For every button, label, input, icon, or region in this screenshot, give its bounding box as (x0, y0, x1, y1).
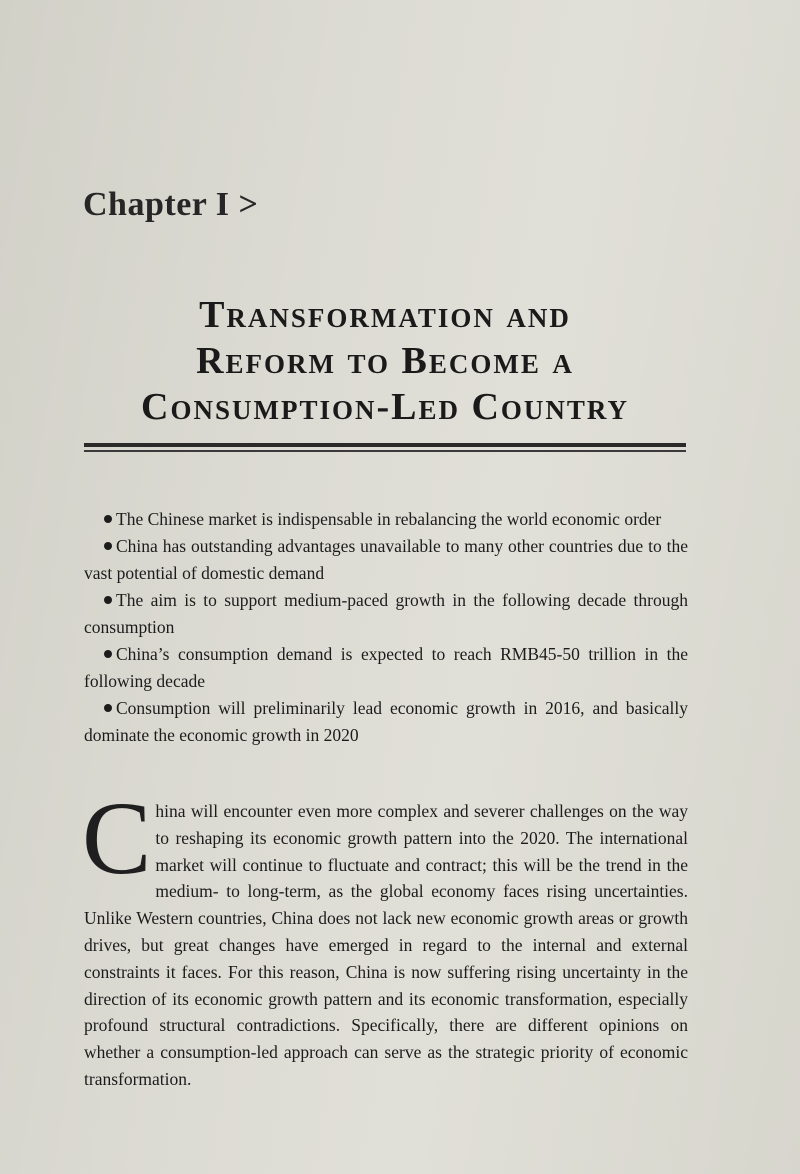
bullet-icon (104, 650, 112, 658)
bullet-icon (104, 596, 112, 604)
paragraph-text: hina will encounter even more complex and severer challenges on the way to reshaping its economic growth pattern into the 2020. The international market will continue to fluctuate and contract; this will be the trend in the medium- to long-term, as the global economy faces rising uncertainties. Unlike Western countries, China does not lack new economic growth areas or growth drives, but great changes have emerged in regard to the internal and external constraints it faces. For this reason, China is now suffering rising uncertainty in the direction of its economic growth pattern and its economic transformation, especially profound structural contradictions. Specifically, there are different opinions on whether a consumption-led approach can serve as the strategic priority of economic transformation. (84, 801, 688, 1089)
bullet-icon (104, 704, 112, 712)
chapter-title-line: Reform to Become a (196, 340, 574, 382)
bullet-icon (104, 542, 112, 550)
bullet-icon (104, 515, 112, 523)
chapter-title (70, 292, 700, 430)
key-point-item: China’s consumption demand is expected to reach RMB45-50 trillion in the following decade (84, 644, 688, 691)
key-point-item: Consumption will preliminarily lead economic growth in 2016, and basically dominate the economic growth in 2020 (84, 698, 688, 745)
title-divider (84, 443, 686, 452)
key-point-item: The aim is to support medium-paced growth in the following decade through consumption (84, 590, 688, 637)
key-points-list (84, 506, 688, 749)
key-point-item: China has outstanding advantages unavailable to many other countries due to the vast potential of domestic demand (84, 536, 688, 583)
key-point-item: The Chinese market is indispensable in rebalancing the world economic order (84, 506, 688, 533)
drop-cap: C (82, 781, 152, 896)
body-paragraph (82, 781, 688, 1093)
chapter-label: Chapter I > (83, 186, 259, 223)
chapter-title-line: Transformation and (199, 294, 571, 336)
chapter-title-line: Consumption-Led Country (141, 386, 629, 428)
